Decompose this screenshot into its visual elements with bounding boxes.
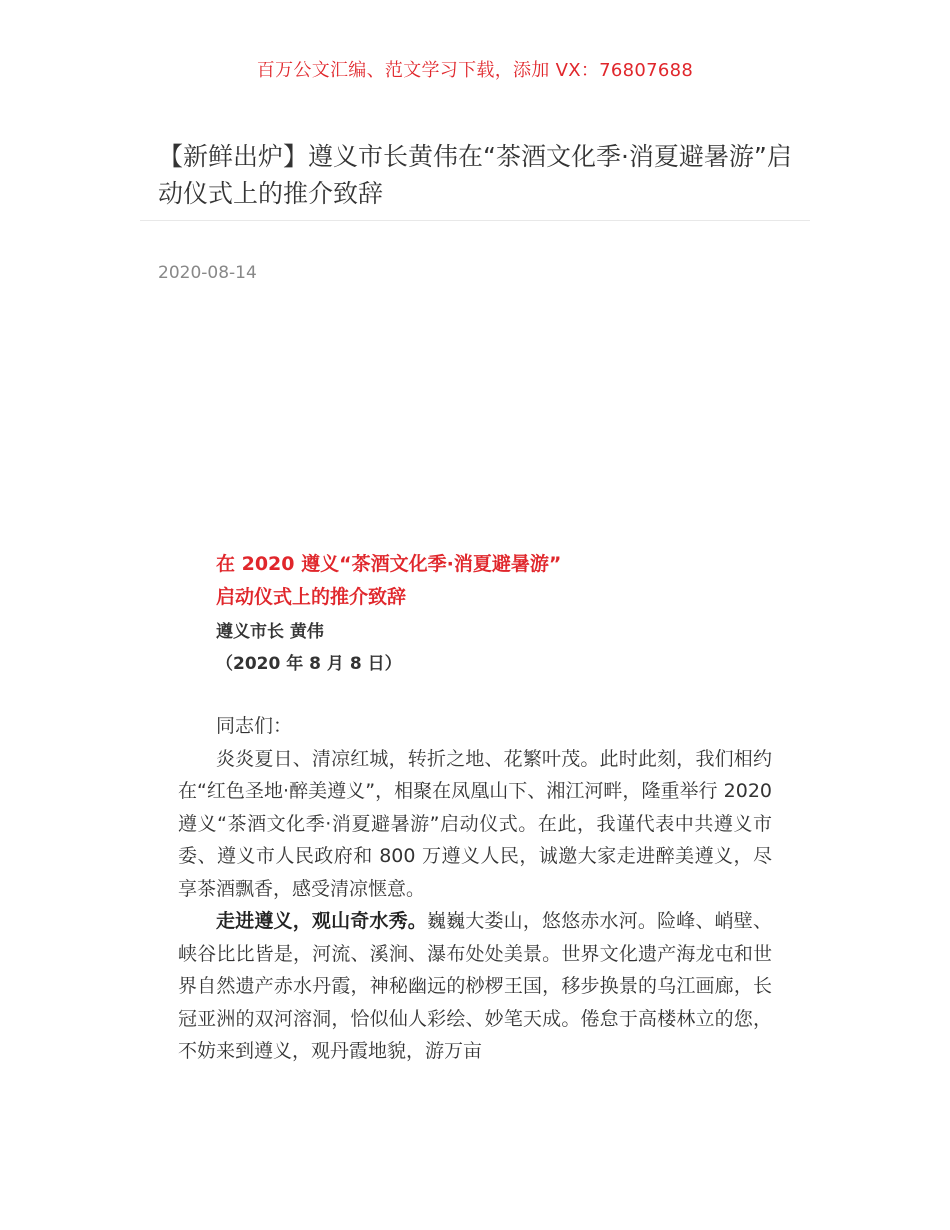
promo-banner: 百万公文汇编、范文学习下载，添加 VX：76807688 (256, 60, 694, 81)
speech-paragraph-2-text: 巍巍大娄山，悠悠赤水河。险峰、峭壁、峡谷比比皆是，河流、溪涧、瀑布处处美景。世界文化遗产海龙屯和世界自然遗产赤水丹霞，神秘幽远的桫椤王国，移步换景的乌江画廊，长冠亚洲的双河溶洞，恰似仙人彩绘、妙笔天成。倦怠于高楼林立的您，不妨来到遵义，观丹霞地貌，游万亩 (178, 910, 772, 1062)
publish-date: 2020-08-14 (158, 263, 257, 283)
speech-speaker: 遵义市长 黄伟 (216, 622, 324, 642)
speech-date: （2020 年 8 月 8 日） (216, 654, 402, 674)
speech-paragraph-1: 炎炎夏日、清凉红城，转折之地、花繁叶茂。此时此刻，我们相约在“红色圣地·醉美遵义”，相聚在凤凰山下、湘江河畔，隆重举行 2020 遵义“茶酒文化季·消夏避暑游”启动仪式。在此，我谨代表中共遵义市委、遵义市人民政府和 800 万遵义人民，诚邀大家走进醉美遵义，尽享茶酒飘香，感受清凉惬意。 (178, 747, 772, 900)
speech-heading (216, 548, 561, 614)
speech-paragraph-2-lead: 走进遵义，观山奇水秀。 (216, 910, 427, 932)
speech-heading-line-2: 启动仪式上的推介致辞 (216, 586, 407, 608)
article-title: 【新鲜出炉】遵义市长黄伟在“茶酒文化季·消夏避暑游”启动仪式上的推介致辞 (158, 142, 792, 208)
speech-greeting: 同志们： (216, 715, 293, 737)
speech-body (178, 710, 772, 1068)
speech-paragraph-2 (178, 905, 772, 1068)
title-divider (140, 220, 810, 221)
speech-heading-line-1: 在 2020 遵义“茶酒文化季·消夏避暑游” (216, 553, 562, 575)
